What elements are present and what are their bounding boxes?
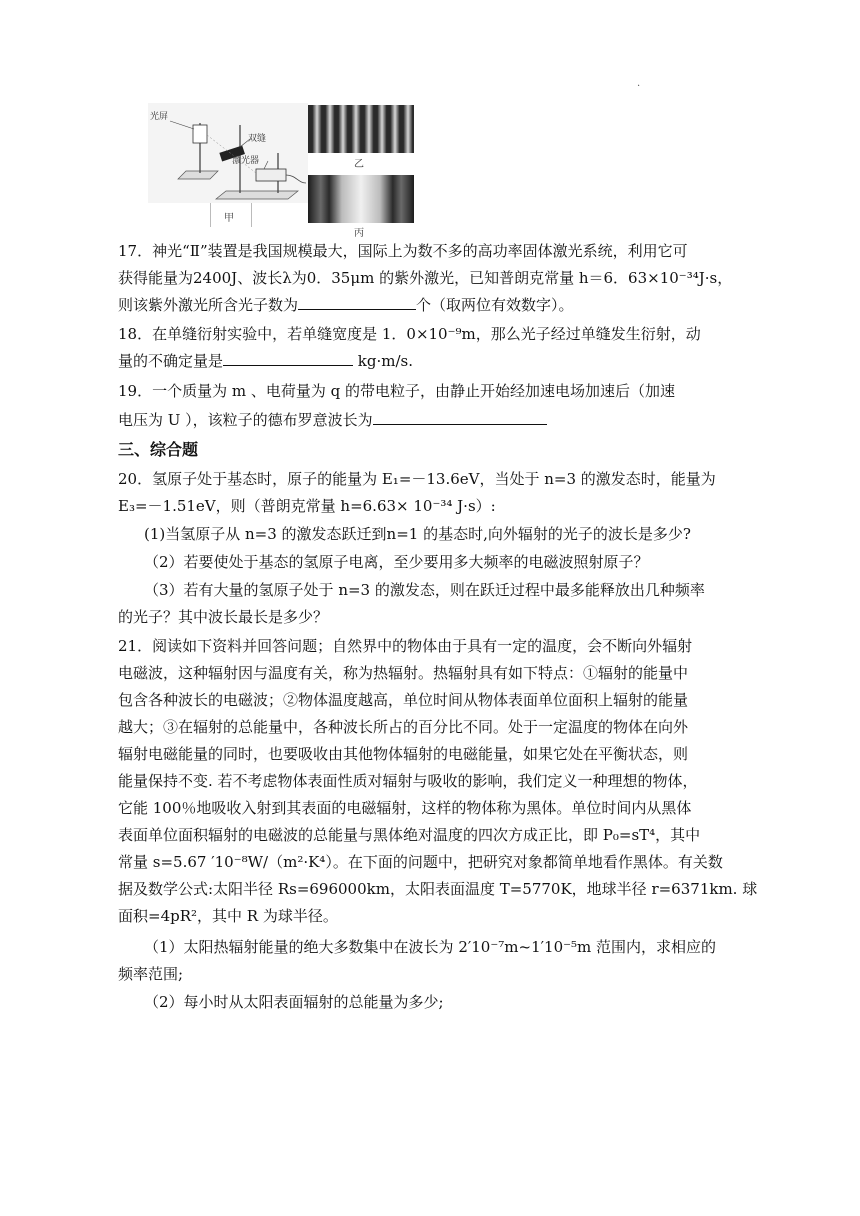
q21-line: 据及数学公式:太阳半径 Rs=696000km，太阳表面温度 T=5770K，地球半径 r=6371km. 球 [118, 880, 758, 898]
q17-line2: 获得能量为2400J、波长λ为0．35μm 的紫外激光，已知普朗克常量 h＝6．63×10⁻³⁴J·s， [118, 269, 733, 287]
q21-line: 表面单位面积辐射的电磁波的总能量与黑体绝对温度的四次方成正比，即 P₀=sT⁴，其中 [118, 826, 701, 844]
q20-sub3-line1: （3）若有大量的氢原子处于 n=3 的激发态，则在跃迁过程中最多能释放出几种频率 [144, 581, 705, 599]
q21-line: 电磁波，这种辐射因与温度有关，称为热辐射。热辐射具有如下特点：①辐射的能量中 [118, 664, 689, 682]
q18-line2 [118, 350, 413, 372]
label-screen: 光屏 [150, 111, 169, 121]
page-dot: . [637, 78, 641, 89]
q21-line: 越大；③在辐射的总能量中，各种波长所占的百分比不同。处于一定温度的物体在向外 [118, 718, 689, 736]
q21-sub1-line2: 频率范围; [118, 965, 184, 983]
section-title-comprehensive: 三、综合题 [118, 440, 199, 459]
label-laser: 激光器 [232, 155, 260, 165]
q17-line3-text: 则该紫外激光所含光子数为 [118, 296, 299, 314]
q20-line1: 20．氢原子处于基态时，原子的能量为 E₁=－13.6eV，当处于 n=3 的激发态时，能量为 [118, 470, 716, 488]
q20-sub3-line2: 的光子？其中波长最长是多少？ [118, 608, 329, 626]
q17-line3 [118, 294, 574, 316]
interference-pattern-yi [308, 105, 414, 153]
label-yi: 乙 [354, 159, 364, 170]
q21-line: 能量保持不变. 若不考虑物体表面性质对辐射与吸收的影响，我们定义一种理想的物体， [118, 772, 698, 790]
q21-line: 它能 100％地吸收入射到其表面的电磁辐射，这样的物体称为黑体。单位时间内从黑体 [118, 799, 692, 817]
q18-line2-suffix: kg·m/s. [353, 352, 413, 370]
q21-line: 21．阅读如下资料并回答问题；自然界中的物体由于具有一定的温度，会不断向外辐射 [118, 637, 693, 655]
q20-line2: E₃=－1.51eV，则（普朗克常量 h=6.63× 10⁻³⁴ J·s）: [118, 497, 496, 515]
q21-line: 面积=4pR²，其中 R 为球半径。 [118, 907, 338, 925]
q19-line2 [118, 409, 547, 431]
label-double-slit: 双缝 [248, 133, 267, 143]
diffraction-pattern-bing [308, 175, 414, 223]
q20-sub1: (1)当氢原子从 n=3 的激发态跃迁到n=1 的基态时,向外辐射的光子的波长是多少? [144, 525, 691, 543]
experiment-figure [148, 103, 428, 239]
q17-line1: 17．神光“Ⅱ”装置是我国规模最大，国际上为数不多的高功率固体激光系统，利用它可 [118, 242, 688, 260]
q19-answer-blank[interactable] [373, 410, 547, 425]
q21-line: 包含各种波长的电磁波；②物体温度越高，单位时间从物体表面单位面积上辐射的能量 [118, 691, 689, 709]
q20-sub2: （2）若要使处于基态的氢原子电离，至少要用多大频率的电磁波照射原子？ [144, 553, 649, 571]
q21-sub2: （2）每小时从太阳表面辐射的总能量为多少; [144, 993, 444, 1011]
q18-line1: 18．在单缝衍射实验中，若单缝宽度是 1．0×10⁻⁹m，那么光子经过单缝发生衍射，动 [118, 325, 701, 343]
q18-answer-blank[interactable] [223, 351, 353, 366]
q21-line: 常量 s=5.67 ′10⁻⁸W/（m²·K⁴）。在下面的问题中，把研究对象都简单地看作黑体。有关数 [118, 853, 723, 871]
double-slit-apparatus-illustration [148, 103, 308, 203]
q17-line3-suffix: 个（取两位有效数字）。 [416, 296, 574, 314]
q19-line1: 19．一个质量为 m 、电荷量为 q 的带电粒子，由静止开始经加速电场加速后（加速 [118, 382, 675, 400]
q21-sub1-line1: （1）太阳热辐射能量的绝大多数集中在波长为 2′10⁻⁷m~1′10⁻⁵m 范围内，求相应的 [144, 938, 717, 956]
label-bing: 丙 [354, 228, 364, 239]
q19-line2-text: 电压为 U ），该粒子的德布罗意波长为 [118, 411, 373, 429]
label-jia: 甲 [224, 213, 234, 224]
q21-line: 辐射电磁能量的同时，也要吸收由其他物体辐射的电磁能量，如果它处在平衡状态，则 [118, 745, 689, 763]
q18-line2-text: 量的不确定量是 [118, 352, 224, 370]
q17-answer-blank[interactable] [298, 295, 416, 310]
